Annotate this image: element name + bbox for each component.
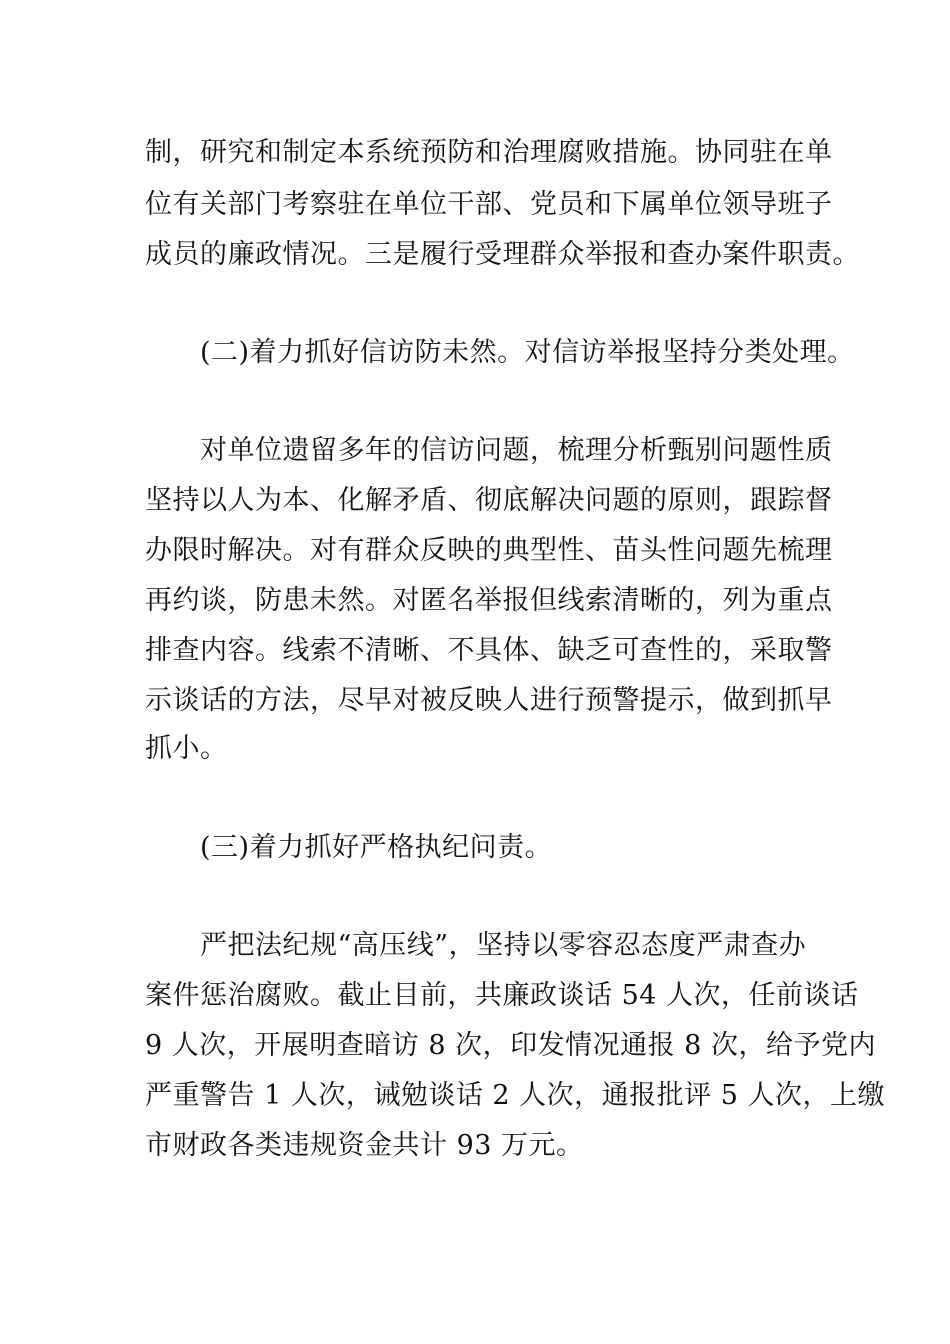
section-heading-2: (二)着力抓好信访防未然。对信访举报坚持分类处理。 <box>200 337 855 368</box>
paragraph-3-line-4: 严重警告 1 人次，诫勉谈话 2 人次，通报批评 5 人次，上缴 <box>145 1080 886 1111</box>
section-heading-3: (三)着力抓好严格执纪问责。 <box>200 832 553 863</box>
paragraph-3-line-1: 严把法纪规“高压线”，坚持以零容忍态度严肃查办 <box>200 930 807 961</box>
paragraph-3-line-3: 9 人次，开展明查暗访 8 次，印发情况通报 8 次，给予党内 <box>145 1030 876 1061</box>
paragraph-2-line-1: 对单位遗留多年的信访问题，梳理分析甄别问题性质 <box>200 435 833 466</box>
paragraph-2-line-2: 坚持以人为本、化解矛盾、彻底解决问题的原则，跟踪督 <box>145 485 833 516</box>
paragraph-3-line-2: 案件惩治腐败。截止目前，共廉政谈话 54 人次，任前谈话 <box>145 980 859 1011</box>
paragraph-2-line-7: 抓小。 <box>145 733 228 764</box>
paragraph-2-line-5: 排查内容。线索不清晰、不具体、缺乏可查性的，采取警 <box>145 635 833 666</box>
paragraph-2-line-6: 示谈话的方法，尽早对被反映人进行预警提示，做到抓早 <box>145 685 833 716</box>
paragraph-1-line-1: 制，研究和制定本系统预防和治理腐败措施。协同驻在单 <box>145 137 833 168</box>
paragraph-1-line-2: 位有关部门考察驻在单位干部、党员和下属单位领导班子 <box>145 189 833 220</box>
paragraph-2-line-4: 再约谈，防患未然。对匿名举报但线索清晰的，列为重点 <box>145 585 833 616</box>
paragraph-3-line-5: 市财政各类违规资金共计 93 万元。 <box>145 1130 584 1161</box>
paragraph-1-line-3: 成员的廉政情况。三是履行受理群众举报和查办案件职责。 <box>145 239 860 270</box>
paragraph-2-line-3: 办限时解决。对有群众反映的典型性、苗头性问题先梳理 <box>145 535 833 566</box>
